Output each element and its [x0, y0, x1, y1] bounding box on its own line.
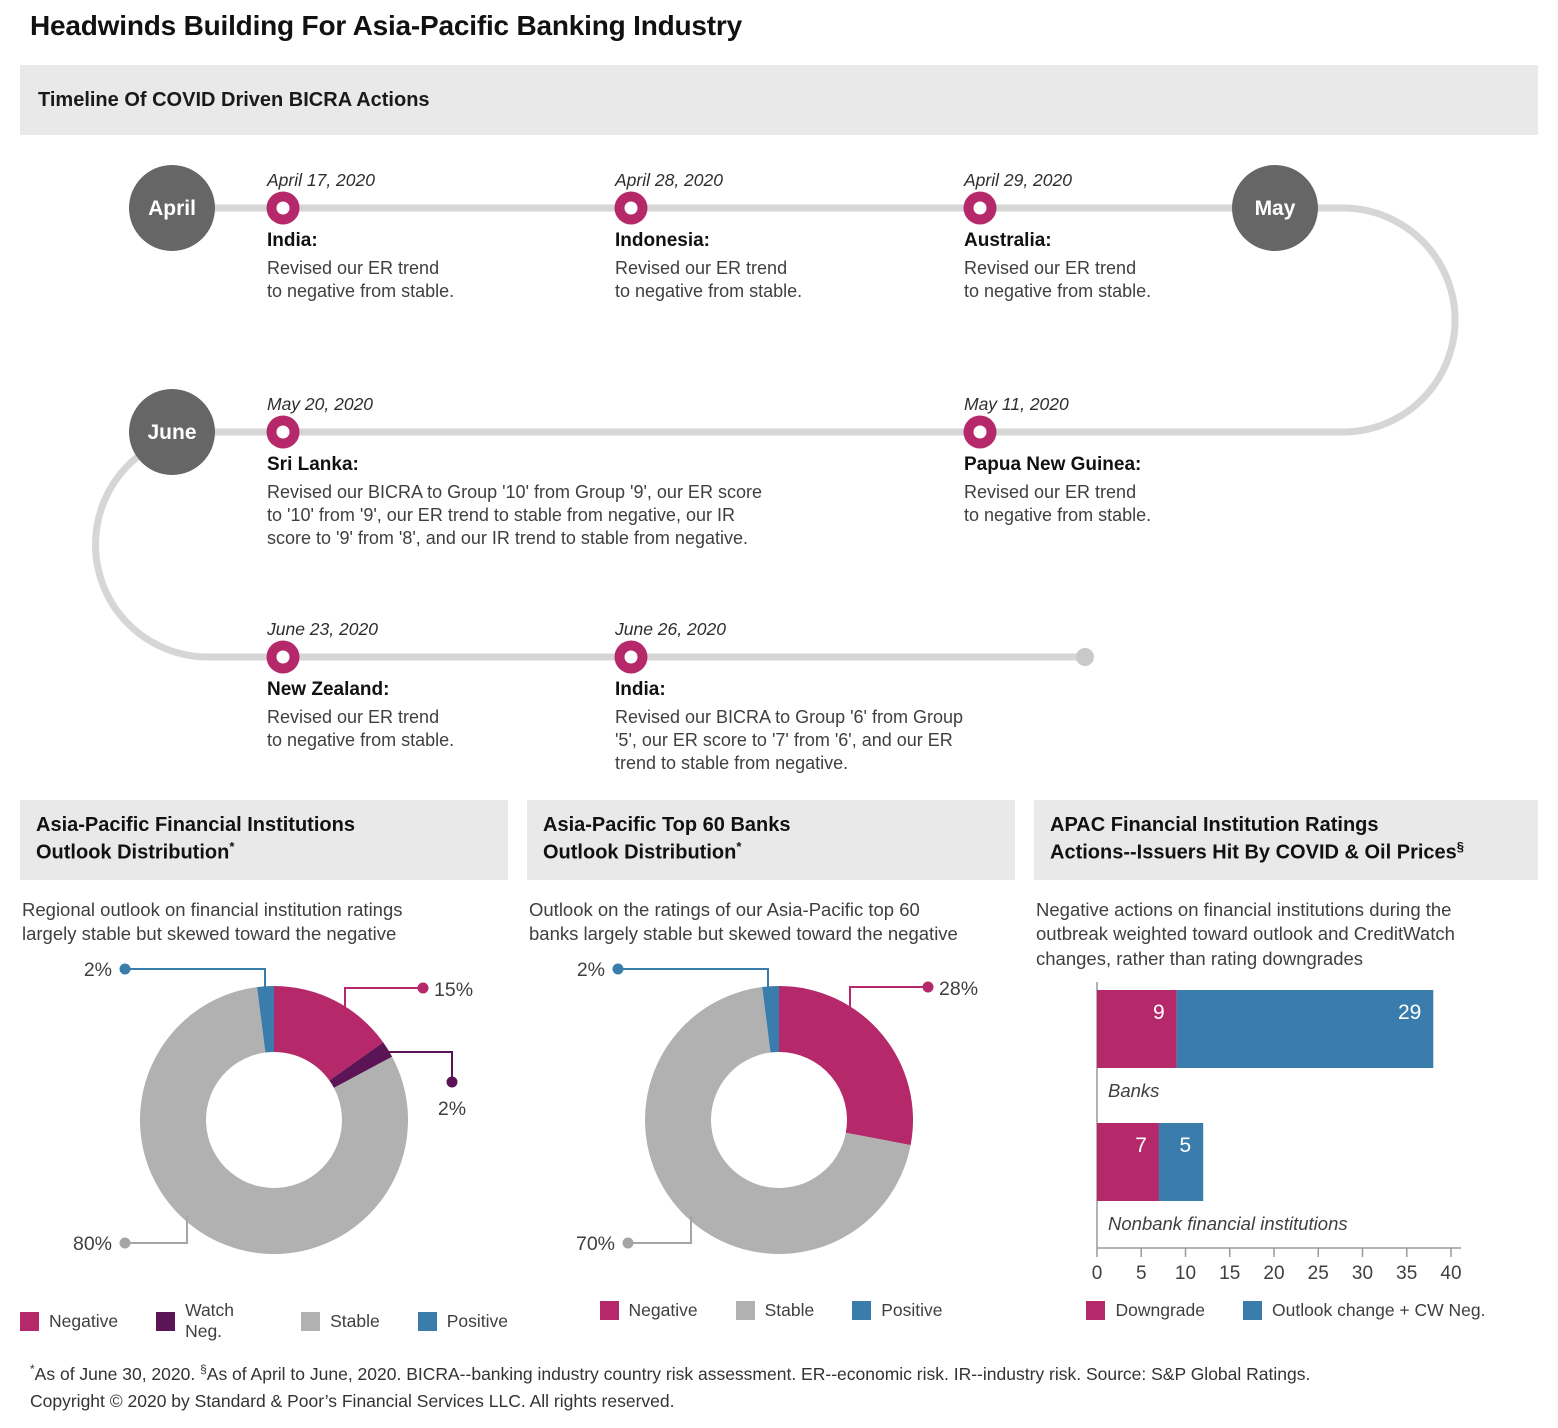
panel-subtitle: Negative actions on financial institutions during the outbreak weighted toward outlook and CreditWatch changes, rather than rating downgrades — [1036, 899, 1455, 969]
x-axis-tick-label: 15 — [1219, 1263, 1241, 1284]
event-date: June 23, 2020 — [267, 619, 378, 639]
month-circle-june — [129, 389, 215, 475]
page-title: Headwinds Building For Asia-Pacific Banking Industry — [30, 10, 742, 41]
legend-item — [301, 1300, 380, 1342]
callout-dot — [613, 964, 624, 975]
event-country: Papua New Guinea: — [964, 454, 1142, 475]
event-body — [267, 679, 547, 752]
panel-header — [527, 800, 1015, 880]
event-body — [964, 230, 1244, 303]
callout-dot — [623, 1238, 634, 1249]
panel-subtitle: Outlook on the ratings of our Asia-Pacific top 60 banks largely stable but skewed toward the negative — [529, 899, 958, 945]
legend-item — [1086, 1300, 1205, 1321]
legend-label: Stable — [764, 1300, 815, 1320]
x-axis-tick-label: 30 — [1351, 1263, 1374, 1284]
x-axis-tick-label: 25 — [1307, 1263, 1329, 1284]
callout-label: 2% — [576, 959, 605, 981]
bar-chart-ratings-actions — [1034, 970, 1538, 1290]
callout-line — [345, 988, 423, 1010]
legend-swatch-downgrade — [1086, 1301, 1105, 1320]
event-date: April 29, 2020 — [964, 170, 1072, 190]
timeline-header-label: Timeline Of COVID Driven BICRA Actions — [38, 88, 430, 111]
callout-line — [850, 987, 928, 1012]
panel-title-line1: Asia-Pacific Financial Institutions — [36, 814, 355, 836]
event-body — [615, 230, 895, 303]
event-description: Revised our ER trend to negative from stable. — [964, 258, 1152, 302]
panel-title-line1: Asia-Pacific Top 60 Banks — [543, 814, 791, 836]
x-axis-tick-label: 5 — [1135, 1263, 1147, 1284]
callout-label: 70% — [575, 1233, 615, 1255]
footnote-marker: § — [1456, 839, 1465, 855]
event-description: Revised our ER trend to negative from stable. — [964, 482, 1152, 526]
event-country: New Zealand: — [267, 679, 390, 700]
panel-header — [1034, 800, 1538, 880]
event-country: India: — [267, 230, 318, 251]
legend-label: Watch Neg. — [185, 1300, 235, 1341]
event-country: Indonesia: — [615, 230, 711, 251]
panel-outlook-distribution-top60 — [527, 800, 1015, 1330]
x-axis-tick-label: 0 — [1091, 1263, 1103, 1284]
footnote-marker: * — [229, 839, 235, 855]
month-circle-april — [129, 165, 215, 251]
donut-slice-negative — [779, 986, 913, 1145]
legend-label: Downgrade — [1115, 1300, 1205, 1320]
timeline-end-dot — [1076, 648, 1094, 666]
legend-swatch-positive — [418, 1312, 437, 1331]
legend-swatch-stable — [736, 1301, 755, 1320]
bar-category-label: Nonbank financial institutions — [1108, 1213, 1348, 1234]
bar-segment-downgrade — [1097, 990, 1177, 1068]
event-date: April 28, 2020 — [615, 170, 723, 190]
legend-swatch-negative — [600, 1301, 619, 1320]
bar-value-label: 29 — [1397, 1001, 1422, 1024]
legend-item — [852, 1300, 942, 1321]
event-country: Australia: — [964, 230, 1052, 251]
legend-label: Negative — [49, 1310, 119, 1331]
callout-dot — [418, 983, 429, 994]
x-axis-tick-label: 20 — [1263, 1263, 1285, 1284]
bar-category-label: Banks — [1108, 1080, 1160, 1101]
event-description: Revised our BICRA to Group '10' from Group '9', our ER score to '10' from '9', our ER trend to stable from negative, our IR score to '9' from '8', and our IR trend to stable from negative. — [267, 482, 762, 549]
callout-label: 2% — [437, 1098, 467, 1120]
legend-swatch-positive — [852, 1301, 871, 1320]
x-axis-tick-label: 40 — [1440, 1263, 1462, 1284]
event-description: Revised our BICRA to Group '6' from Group '5', our ER score to '7' from '6', and our ER trend to stable from negative. — [615, 707, 964, 774]
event-body — [615, 679, 1035, 775]
callout-label: 28% — [939, 978, 979, 1000]
event-description: Revised our ER trend to negative from stable. — [267, 258, 455, 302]
legend-item — [1243, 1300, 1486, 1321]
event-date: June 26, 2020 — [615, 619, 726, 639]
legend-label: Outlook change + CW Neg. — [1271, 1300, 1486, 1320]
callout-label: 80% — [72, 1233, 112, 1255]
bar-value-label: 5 — [1179, 1134, 1192, 1157]
timeline-header-bar — [20, 65, 1538, 135]
legend-item — [156, 1300, 263, 1342]
callout-dot — [447, 1077, 458, 1088]
panel-title-line2: Actions--Issuers Hit By COVID & Oil Prices — [1050, 842, 1457, 865]
event-body — [267, 230, 547, 303]
legend-swatch-stable — [301, 1312, 320, 1331]
donut-chart-top60-outlook — [527, 950, 1015, 1290]
month-circle-may — [1232, 165, 1318, 251]
callout-label: 15% — [434, 979, 474, 1001]
legend-item — [20, 1300, 118, 1342]
callout-label: 2% — [83, 959, 112, 981]
legend-swatch-outlook-change — [1243, 1301, 1262, 1320]
event-body — [964, 454, 1264, 527]
event-body — [267, 454, 847, 550]
bar-segment-downgrade — [1097, 1123, 1159, 1201]
legend-item — [600, 1300, 698, 1321]
svg-text:June: June — [147, 421, 197, 444]
svg-text:May: May — [1254, 197, 1296, 220]
event-country: India: — [615, 679, 666, 700]
svg-text:April: April — [148, 197, 196, 220]
legend-label: Stable — [330, 1310, 380, 1331]
event-country: Sri Lanka: — [267, 454, 359, 475]
bar-segment-outlook-change-cw-neg- — [1177, 990, 1434, 1068]
event-date: May 11, 2020 — [964, 394, 1069, 414]
callout-line — [628, 1216, 691, 1243]
panel-subtitle: Regional outlook on financial institution ratings largely stable but skewed toward the negative — [22, 899, 403, 945]
event-description: Revised our ER trend to negative from stable. — [267, 707, 455, 751]
callout-dot — [923, 982, 934, 993]
legend-swatch-watch-neg — [156, 1312, 175, 1331]
callout-dot — [120, 1238, 131, 1249]
event-description: Revised our ER trend to negative from stable. — [615, 258, 803, 302]
chart-legend — [527, 1300, 1015, 1321]
panel-ratings-actions — [1034, 800, 1538, 1330]
footnote-line2: Copyright © 2020 by Standard & Poor’s Financial Services LLC. All rights reserved. — [30, 1390, 675, 1411]
bar-value-label: 9 — [1152, 1001, 1165, 1024]
footnote-marker: * — [736, 839, 742, 855]
panel-title-line2: Outlook Distribution — [543, 842, 737, 865]
panel-header — [20, 800, 508, 880]
chart-legend — [20, 1300, 508, 1342]
chart-legend — [1034, 1300, 1538, 1321]
legend-item — [736, 1300, 815, 1321]
event-date: April 17, 2020 — [267, 170, 375, 190]
legend-item — [418, 1300, 508, 1342]
panel-title-line1: APAC Financial Institution Ratings — [1050, 814, 1379, 836]
callout-line — [125, 1216, 187, 1243]
legend-swatch-negative — [20, 1312, 39, 1331]
callout-line — [618, 969, 768, 992]
legend-label: Negative — [628, 1300, 698, 1320]
legend-label: Positive — [881, 1300, 943, 1320]
footnote — [30, 1360, 1535, 1415]
donut-chart-fi-outlook — [20, 950, 508, 1290]
event-date: May 20, 2020 — [267, 394, 374, 414]
callout-line — [125, 969, 265, 992]
legend-label: Positive — [446, 1310, 508, 1331]
bar-value-label: 7 — [1135, 1134, 1147, 1157]
x-axis-tick-label: 35 — [1396, 1263, 1418, 1284]
panel-outlook-distribution-fi — [20, 800, 508, 1341]
panel-title-line2: Outlook Distribution — [36, 842, 230, 865]
callout-dot — [120, 964, 131, 975]
x-axis-tick-label: 10 — [1174, 1263, 1197, 1284]
footnote-line1: *As of June 30, 2020. §As of April to June, 2020. BICRA--banking industry country risk assessment. ER--economic risk. IR--industry risk. Source: S&P Global Ratings. — [30, 1362, 1311, 1384]
